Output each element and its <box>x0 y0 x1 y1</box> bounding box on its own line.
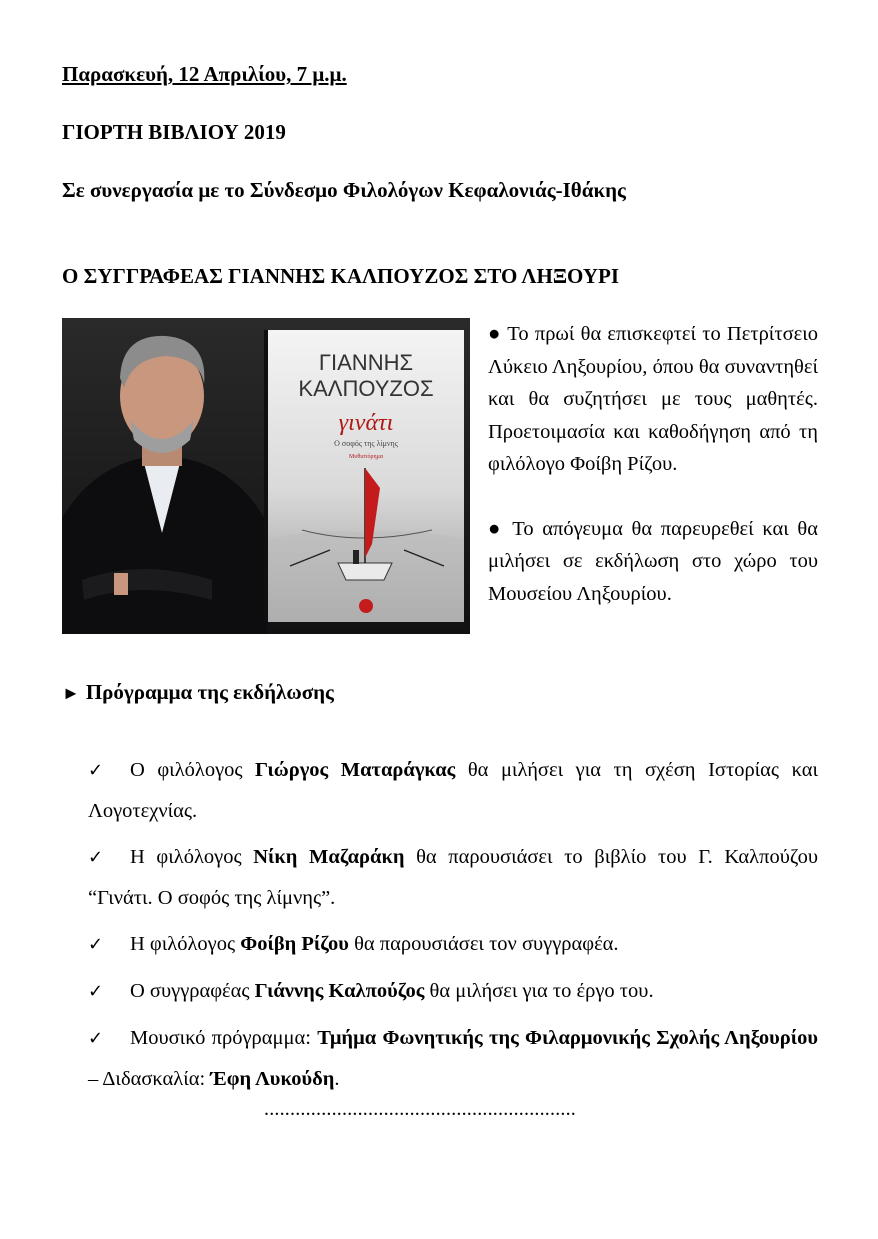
list-item <box>88 971 818 1012</box>
checkmark-icon: ✓ <box>88 1028 104 1049</box>
item-text: – Διδασκαλία: <box>88 1068 211 1090</box>
list-item <box>88 837 818 918</box>
closing-dots: ............................................................ <box>264 1098 576 1120</box>
item-text: θα μιλήσει για τη σχέση Ιστορίας και Λογοτεχνίας. <box>88 759 818 822</box>
book-cover <box>264 330 464 622</box>
arrow-icon: ► <box>62 683 80 703</box>
performer-name: Τμήμα Φωνητικής της Φιλαρμονικής Σχολής Ληξουρίου <box>317 1027 818 1049</box>
festival-title: ΓΙΟΡΤΗ ΒΙΒΛΙΟΥ 2019 <box>62 120 286 144</box>
afternoon-bullet: ● Το απόγευμα θα παρευρεθεί και θα μιλήσει σε εκδήλωση στο χώρο του Μουσείου Ληξουρίου. <box>488 517 818 605</box>
speaker-name: Νίκη Μαζαράκη <box>253 846 405 868</box>
speaker-name: Γιώργος Ματαράγκας <box>255 759 456 781</box>
cover-genre: Μυθιστόρημα <box>349 454 383 460</box>
item-text: Ο συγγραφέας <box>130 980 255 1002</box>
list-item <box>88 750 818 831</box>
list-item <box>88 924 818 965</box>
item-text: θα μιλήσει για το έργο του. <box>424 980 654 1002</box>
headline: Ο ΣΥΓΓΡΑΦΕΑΣ ΓΙΑΝΝΗΣ ΚΑΛΠΟΥΖΟΣ ΣΤΟ ΛΗΞΟΥΡΙ <box>62 264 619 288</box>
item-text: θα παρουσιάσει τον συγγραφέα. <box>348 933 619 955</box>
checkmark-icon: ✓ <box>88 934 104 955</box>
event-date: Παρασκευή, 12 Απριλίου, 7 μ.μ. <box>62 62 347 86</box>
visit-details <box>488 318 818 610</box>
morning-bullet: ● Το πρωί θα επισκεφτεί το Πετρίτσειο Λύκειο Ληξουρίου, όπου θα συναντηθεί και θα συζητήσει με τους μαθητές. Προετοιμασία και καθοδήγηση από τη φιλόλογο Φοίβη Ρίζου. <box>488 323 818 475</box>
item-text: θα παρουσιάσει το βιβλίο του Γ. Καλπούζου “Γινάτι. Ο σοφός της λίμνης”. <box>88 846 818 909</box>
checkmark-icon: ✓ <box>88 760 104 781</box>
checkmark-icon: ✓ <box>88 981 104 1002</box>
cover-author-line1: ΓΙΑΝΝΗΣ <box>318 350 414 375</box>
program-heading <box>62 680 334 705</box>
item-text: Ο φιλόλογος <box>130 759 256 781</box>
program-list <box>88 750 818 1105</box>
item-text: . <box>334 1068 340 1090</box>
item-text: Η φιλόλογος <box>130 933 241 955</box>
speaker-name: Γιάννης Καλπούζος <box>254 980 425 1002</box>
checkmark-icon: ✓ <box>88 847 104 868</box>
teacher-name: Έφη Λυκούδη <box>210 1068 335 1090</box>
list-item <box>88 1018 818 1099</box>
cover-title: γινάτι <box>338 410 394 436</box>
author-and-book-photo <box>62 318 470 634</box>
speaker-name: Φοίβη Ρίζου <box>240 933 349 955</box>
program-title: Πρόγραμμα της εκδήλωσης <box>85 680 334 704</box>
cooperation-line: Σε συνεργασία με το Σύνδεσμο Φιλολόγων Κεφαλονιάς-Ιθάκης <box>62 178 626 202</box>
cover-author-line2: ΚΑΛΠΟΥΖΟΣ <box>298 376 434 401</box>
item-text: Μουσικό πρόγραμμα: <box>130 1027 318 1049</box>
item-text: Η φιλόλογος <box>130 846 254 868</box>
cover-subtitle: Ο σοφός της λίμνης <box>334 439 398 448</box>
